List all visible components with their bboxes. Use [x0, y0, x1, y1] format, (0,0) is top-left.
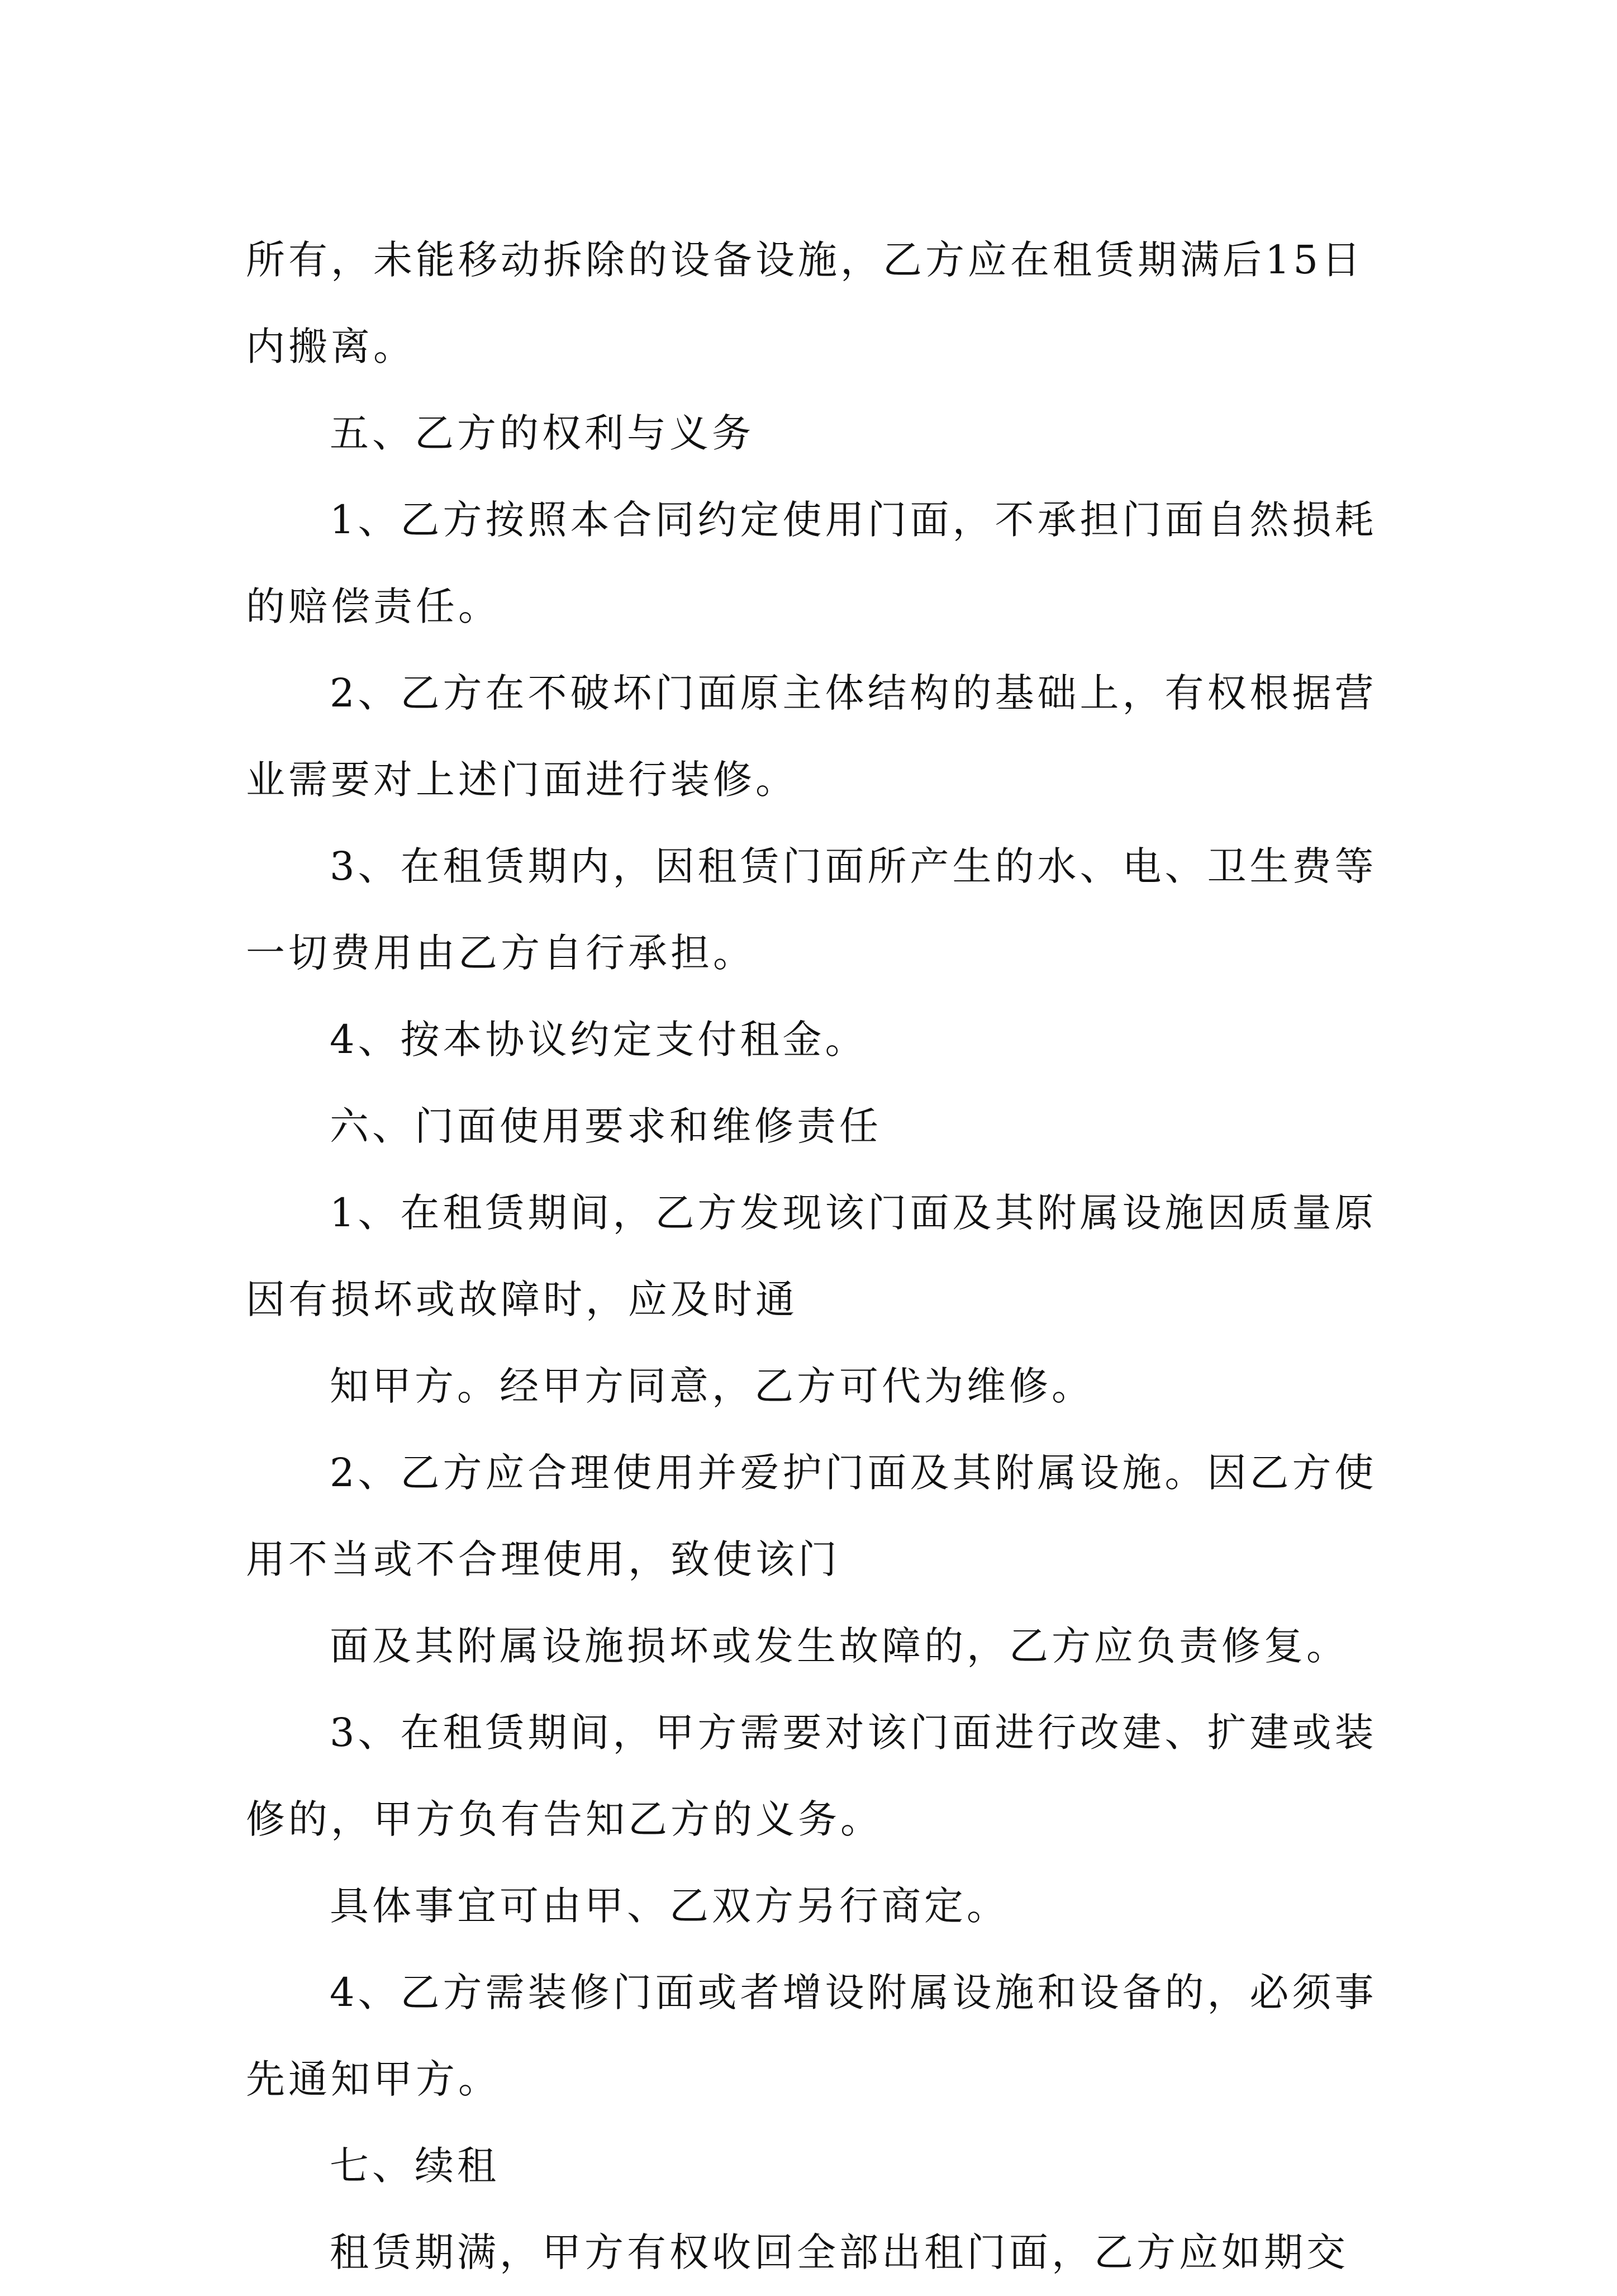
section-heading-usage-maintenance: 六、门面使用要求和维修责任 — [330, 1103, 882, 1149]
paragraph-rights-item-4: 4、按本协议约定支付租金。 — [330, 1017, 868, 1062]
section-heading-renewal: 七、续租 — [330, 2143, 500, 2189]
paragraph-renewal-clause: 租赁期满，甲方有权收回全部出租门面，乙方应如期交 — [330, 2229, 1349, 2275]
paragraph-maintenance-item-1: 1、在租赁期间，乙方发现该门面及其附属设施因质量原因有损坏或故障时，应及时通 — [246, 1190, 1377, 1322]
paragraph-maintenance-item-1-continued: 知甲方。经甲方同意，乙方可代为维修。 — [330, 1363, 1094, 1409]
paragraph-removal-clause: 所有，未能移动拆除的设备设施，乙方应在租赁期满后15日内搬离。 — [246, 237, 1364, 369]
paragraph-rights-item-1: 1、乙方按照本合同约定使用门面，不承担门面自然损耗的赔偿责任。 — [246, 497, 1377, 629]
paragraph-maintenance-item-2: 2、乙方应合理使用并爱护门面及其附属设施。因乙方使用不当或不合理使用，致使该门 — [246, 1450, 1377, 1582]
paragraph-maintenance-item-2-continued: 面及其附属设施损坏或发生故障的，乙方应负责修复。 — [330, 1623, 1349, 1669]
document-body — [246, 217, 1397, 2296]
section-heading-rights-obligations: 五、乙方的权利与义务 — [330, 410, 754, 456]
paragraph-maintenance-item-3-continued: 具体事宜可由甲、乙双方另行商定。 — [330, 1883, 1009, 1929]
paragraph-rights-item-3: 3、在租赁期内，因租赁门面所产生的水、电、卫生费等一切费用由乙方自行承担。 — [246, 843, 1377, 976]
paragraph-maintenance-item-4: 4、乙方需装修门面或者增设附属设施和设备的，必须事先通知甲方。 — [246, 1970, 1377, 2102]
paragraph-maintenance-item-3: 3、在租赁期间，甲方需要对该门面进行改建、扩建或装修的，甲方负有告知乙方的义务。 — [246, 1710, 1377, 1842]
paragraph-rights-item-2: 2、乙方在不破坏门面原主体结构的基础上，有权根据营业需要对上述门面进行装修。 — [246, 670, 1377, 803]
